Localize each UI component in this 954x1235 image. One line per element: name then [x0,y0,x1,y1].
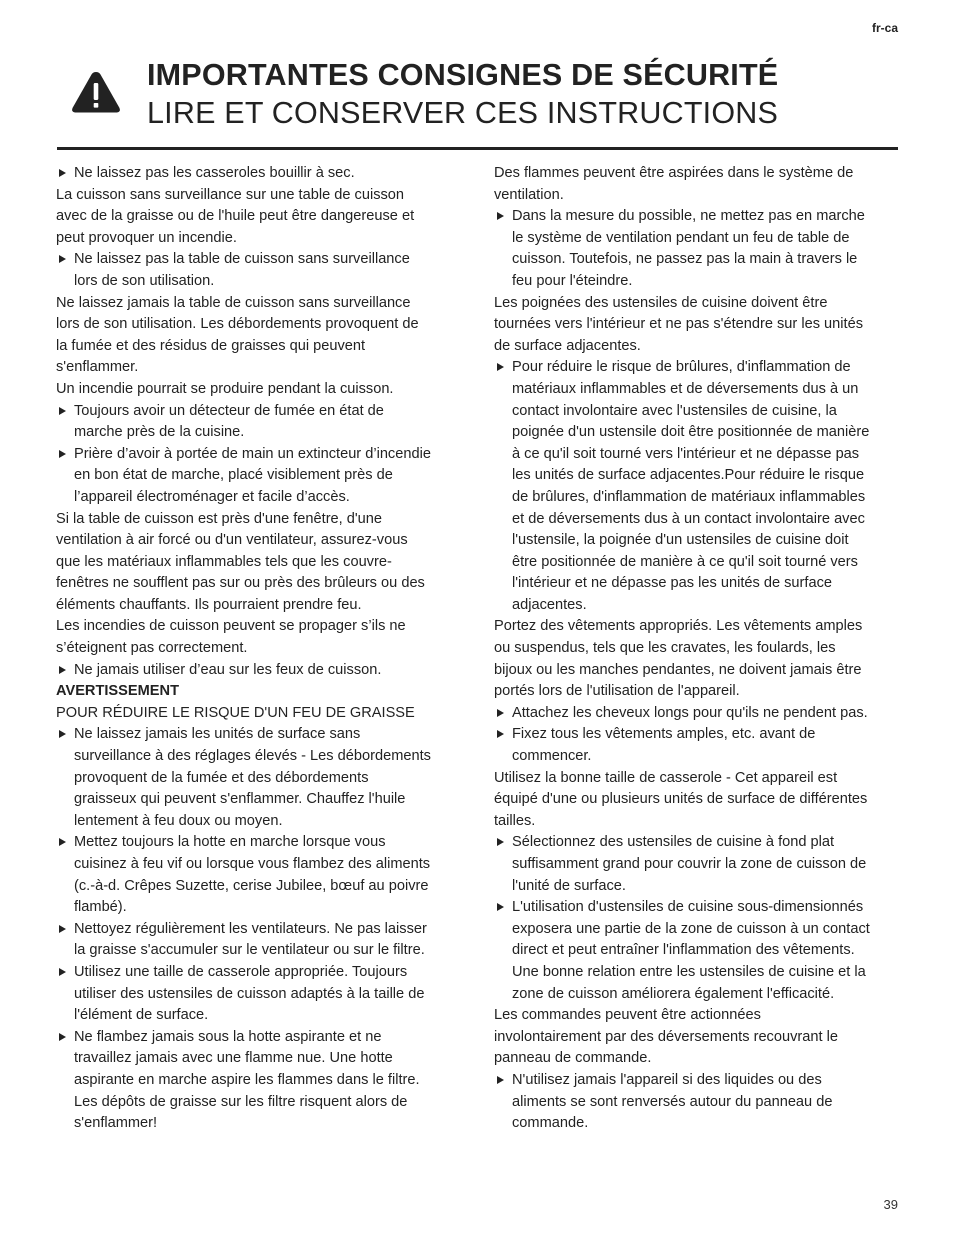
text-line: l’appareil électroménager et facile d’accès. [74,488,350,505]
text-line: éléments chauffants. Ils pourraient prendre feu. [56,596,362,613]
text-line: ventilation. [494,186,564,203]
text-line: utiliser des ustensiles de cuisson adaptés à la taille de [74,985,425,1002]
text-line: le système de ventilation pendant un feu de table de [512,229,850,246]
text-line: matériaux inflammables et de déversements dus à un [512,380,859,397]
text-line: tournées vers l'intérieur et ne pas s'étendre sur les unités [494,316,863,333]
text-line: Toujours avoir un détecteur de fumée en état de [74,402,384,419]
left-column [56,163,462,1135]
bullet-item [494,703,902,725]
paragraph [494,616,902,702]
text-line: Ne laissez jamais la table de cuisson sans surveillance [56,294,411,311]
text-line: (c.-à-d. Crêpes Suzette, cerise Jubilee, bœuf au poivre [74,877,429,894]
text-line: équipé d'une ou plusieurs unités de surface de différentes [494,791,868,808]
text-line: surveillance à des réglages élevés - Les débordements [74,748,431,765]
text-line: cuisson. Toutefois, ne passez pas la main à travers le [512,251,858,268]
bullet-item [56,401,462,444]
paragraph [56,293,462,401]
warning-triangle-icon [70,69,122,115]
bullet-item [56,919,462,962]
text-line: de surface adjacentes. [494,337,641,354]
text-line: marche près de la cuisine. [74,424,245,441]
text-line: N'utilisez jamais l'appareil si des liquides ou des [512,1071,822,1088]
text-line: Ne laissez pas la table de cuisson sans surveillance [74,251,410,268]
text-line: l'élément de surface. [74,1007,209,1024]
text-line: bijoux ou les manches pendantes, ne doivent jamais être [494,661,862,678]
paragraph [56,509,462,660]
text-line: Portez des vêtements appropriés. Les vêtements amples [494,618,863,635]
text-line: ou suspendus, tels que les cravates, les foulards, les [494,640,836,657]
text-line: l'unité de surface. [512,877,626,894]
language-code: fr-ca [871,21,898,35]
text-line: l'ustensile, la poignée d'un ustensiles de cuisine doit [512,532,849,549]
text-line: la graisse s'accumuler sur le ventilateur ou sur le filtre. [74,942,425,959]
bullet-item [494,724,902,767]
text-line: Les poignées des ustensiles de cuisine doivent être [494,294,828,311]
text-line: Nettoyez régulièrement les ventilateurs. Ne pas laisser [74,920,427,937]
bullet-item [56,962,462,1027]
paragraph [494,163,902,206]
page-subtitle: LIRE ET CONSERVER CES INSTRUCTIONS [147,96,779,130]
bullet-item [494,1070,902,1135]
text-line: graisseux qui peuvent s'enflammer. Chauffez l'huile [74,791,406,808]
bullet-item [56,1027,462,1135]
paragraph [56,185,462,250]
text-line: travaillez jamais avec une flamme nue. Une hotte [74,1050,393,1067]
text-line: Une bonne relation entre les ustensiles de cuisine et la [512,963,866,980]
text-line: Ne jamais utiliser d’eau sur les feux de cuisson. [74,661,382,678]
text-line: L'utilisation d'ustensiles de cuisine sous-dimensionnés [512,899,864,916]
bullet-item [56,724,462,832]
text-line: flambé). [74,899,127,916]
text-line: suffisamment grand pour couvrir la zone de cuisson de [512,856,867,872]
text-line: Attachez les cheveux longs pour qu'ils ne pendent pas. [512,704,868,721]
text-line: zone de cuisson améliorera également l'efficacité. [512,985,835,1002]
text-line: s’éteignent pas correctement. [56,640,248,657]
bullet-item [494,897,902,1005]
text-line: adjacentes. [512,596,587,613]
bullet-item [494,832,902,897]
bullet-item [56,163,462,185]
bullet-item [494,206,902,292]
text-line: cuisinez à feu vif ou lorsque vous flambez des aliments [74,856,431,872]
paragraph [494,1005,902,1070]
text-line: et de déversements dus à un contact involontaire avec [512,510,865,527]
text-line: être positionnée de manière à ce qu'il soit tourné vers [512,553,858,570]
text-line: Prière d’avoir à portée de main un extincteur d’incendie [74,445,431,462]
text-line: aspirante en marche aspire les flammes dans le filtre. [74,1071,420,1088]
text-line: lentement à feu doux ou moyen. [74,812,283,829]
text-line: s'enflammer! [74,1115,158,1132]
text-line: de brûlures, d'inflammation de matériaux inflammables [512,488,866,505]
warning-subheading: POUR RÉDUIRE LE RISQUE D'UN FEU DE GRAISSE [56,704,415,721]
text-line: portés lors de l'utilisation de l'appareil. [494,683,740,700]
text-line: Fixez tous les vêtements amples, etc. avant de [512,726,816,743]
text-line: lors de son utilisation. [74,272,215,289]
text-line: Dans la mesure du possible, ne mettez pas en marche [512,208,865,225]
warning-heading: AVERTISSEMENT [56,683,179,700]
text-line: aliments se sont renversés autour du panneau de [512,1093,833,1110]
text-line: direct et peut entraîner l'inflammation des vêtements. [512,942,855,959]
text-line: contact involontaire avec l'ustensiles de cuisine, la [512,402,837,419]
text-line: exposera une partie de la zone de cuisson à un contact [512,920,870,937]
text-line: les unités de surface adjacentes.Pour réduire le risque [512,467,865,484]
text-line: poignée d'un ustensile doit être positionnée de manière [512,424,870,441]
text-line: Les commandes peuvent être actionnées [494,1007,761,1024]
text-line: panneau de commande. [494,1050,652,1067]
text-line: à ce qu'il soit tourné vers l'intérieur et ne dépasse pas [512,445,860,462]
text-line: Des flammes peuvent être aspirées dans le système de [494,165,854,181]
bullet-item [56,444,462,509]
page-title: IMPORTANTES CONSIGNES DE SÉCURITÉ [147,58,779,92]
bullet-item [56,832,462,918]
text-line: peut provoquer un incendie. [56,229,237,246]
text-line: s'enflammer. [56,359,139,376]
text-line: tailles. [494,812,536,829]
text-line: que les matériaux inflammables tels que les couvre- [56,553,392,570]
text-line: Pour réduire le risque de brûlures, d'inflammation de [512,359,851,376]
text-line: Utilisez une taille de casserole appropriée. Toujours [74,963,408,980]
paragraph [494,293,902,358]
bullet-item [494,357,902,616]
text-line: commande. [512,1115,589,1132]
text-line: en bon état de marche, placé visiblement près de [74,467,393,484]
text-line: lors de son utilisation. Les débordements provoquent de [56,316,419,333]
text-line: fenêtres ne soufflent pas sur ou près des brûleurs ou des [56,575,425,592]
text-line: Ne flambez jamais sous la hotte aspirante et ne [74,1028,382,1045]
text-line: Les incendies de cuisson peuvent se propager s’ils ne [56,618,406,635]
text-line: feu pour l'éteindre. [512,272,633,289]
text-line: Mettez toujours la hotte en marche lorsque vous [74,834,386,851]
text-line: l'intérieur et ne dépasse pas les unités de surface [512,575,832,592]
text-line: commencer. [512,748,592,765]
text-line: Si la table de cuisson est près d'une fenêtre, d'une [56,510,383,527]
text-line: ventilation à air forcé ou d'un ventilateur, assurez-vous [56,532,408,549]
text-line: Utilisez la bonne taille de casserole - Cet appareil est [494,769,838,786]
text-line: involontairement par des déversements recouvrant le [494,1028,838,1045]
bullet-item [56,660,462,682]
text-line: Ne laissez pas les casseroles bouillir à sec. [74,165,355,181]
bullet-item [56,249,462,292]
text-line: avec de la graisse ou de l'huile peut être dangereuse et [56,208,415,225]
paragraph [494,768,902,833]
text-line: La cuisson sans surveillance sur une table de cuisson [56,186,405,203]
safety-header [57,55,898,150]
text-line: Sélectionnez des ustensiles de cuisine à fond plat [512,834,835,851]
right-column [494,163,902,1135]
page-number: 39 [883,1197,898,1212]
text-line: provoquent de la fumée et des débordements [74,769,369,786]
text-line: Les dépôts de graisse sur les filtre risquent alors de [74,1093,408,1110]
text-line: Ne laissez jamais les unités de surface sans [74,726,361,743]
text-line: la fumée et des résidus de graisses qui peuvent [56,337,366,354]
text-line: Un incendie pourrait se produire pendant la cuisson. [56,380,394,397]
